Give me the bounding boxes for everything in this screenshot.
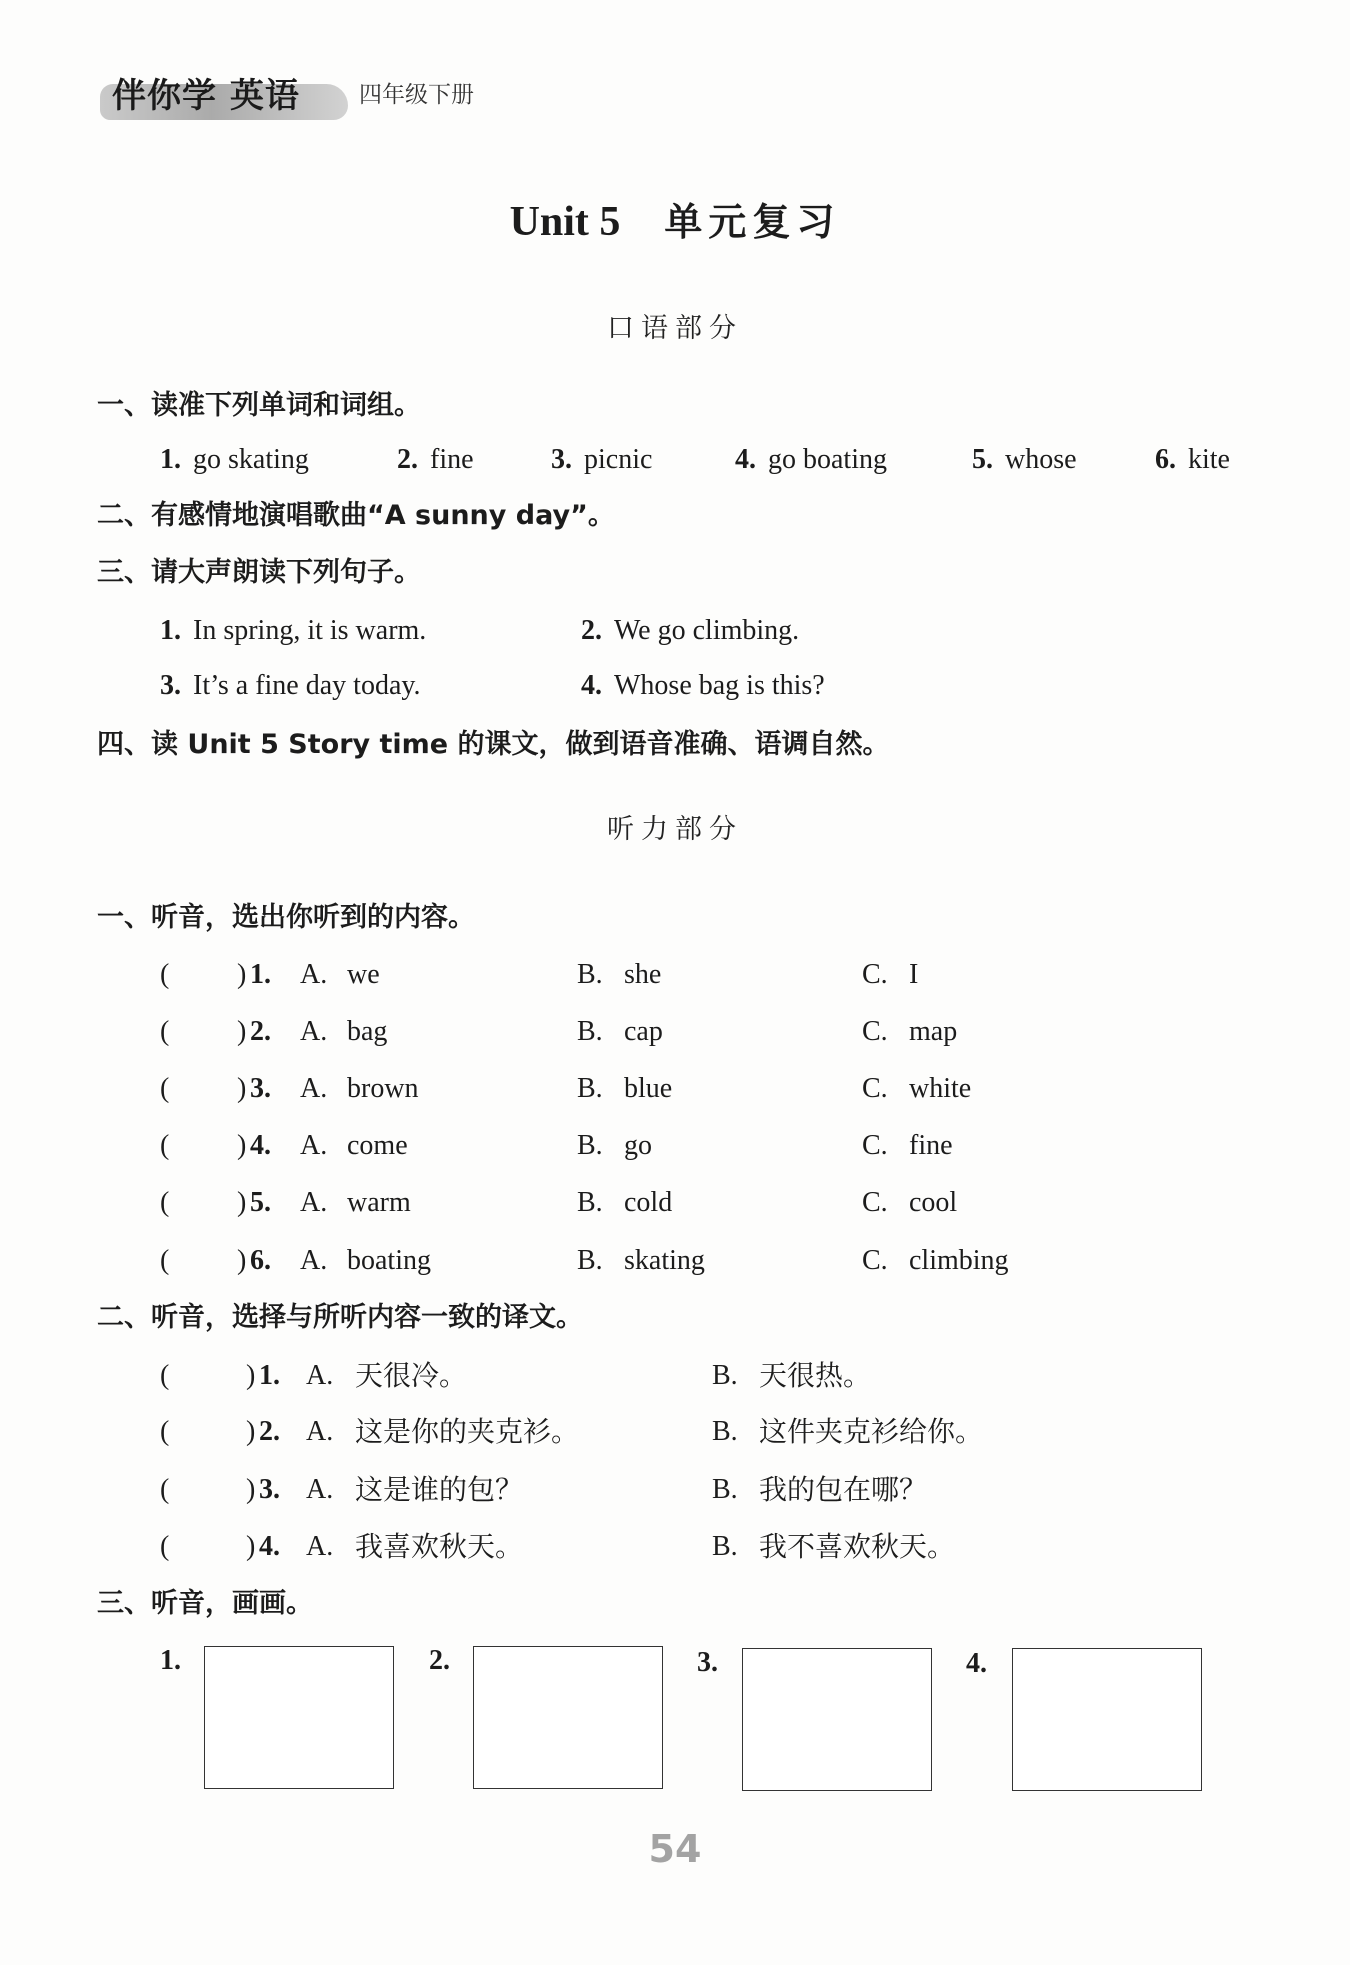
grade-label: 四年级下册: [359, 82, 474, 108]
answer-blank-open: (: [160, 1187, 170, 1218]
answer-blank-open: (: [160, 1245, 170, 1276]
sentence-item: [160, 669, 421, 703]
option-a-text: warm: [347, 1187, 411, 1218]
word-item: [735, 443, 887, 477]
question-number: 6.: [250, 1245, 271, 1276]
question-number: 1.: [250, 959, 271, 990]
option-b-text: 我的包在哪？: [759, 1473, 928, 1506]
page-title: [0, 198, 1350, 255]
question-number: 4.: [250, 1130, 271, 1161]
drawing-box: [473, 1646, 663, 1789]
translation-row: [0, 1359, 1350, 1393]
answer-blank-close: ): [246, 1531, 256, 1562]
word-item-text: go boating: [768, 444, 887, 475]
word-item: [1155, 443, 1230, 477]
answer-blank-close: ): [237, 1187, 247, 1218]
answer-blank-open: (: [160, 1416, 170, 1447]
page-number: 54: [648, 1827, 702, 1871]
option-b-label: B.: [577, 959, 603, 990]
option-b-label: B.: [577, 1073, 603, 1104]
option-a-text: 这是谁的包？: [355, 1473, 524, 1506]
word-item-text: fine: [430, 444, 474, 475]
option-a-text: come: [347, 1130, 408, 1161]
option-b-label: B.: [712, 1531, 738, 1562]
drawing-box: [742, 1648, 932, 1791]
sentence-item: [160, 614, 426, 648]
option-a-label: A.: [300, 1245, 328, 1276]
listening-section-title: 听力部分: [607, 814, 743, 845]
choice-row: [0, 1015, 1350, 1049]
drawing-box-label: 1.: [160, 1645, 181, 1676]
answer-blank-close: ): [246, 1416, 256, 1447]
sentence-item: [581, 669, 825, 703]
answer-blank-close: ): [237, 959, 247, 990]
choice-row: [0, 1129, 1350, 1163]
choice-row: [0, 1072, 1350, 1106]
listening-q1-heading: 一、听音，选出你听到的内容。: [97, 902, 475, 933]
oral-section-title: 口语部分: [607, 313, 743, 344]
answer-blank-open: (: [160, 959, 170, 990]
word-item-number: 4.: [735, 444, 756, 475]
translation-row: [0, 1473, 1350, 1507]
sentence-text: It’s a fine day today.: [193, 670, 421, 701]
word-item-number: 3.: [551, 444, 572, 475]
option-a-label: A.: [300, 1130, 328, 1161]
oral-q3-heading: 三、请大声朗读下列句子。: [97, 557, 421, 588]
option-a-text: 天很冷。: [355, 1359, 468, 1392]
option-b-label: B.: [577, 1187, 603, 1218]
word-item-text: whose: [1005, 444, 1077, 475]
option-b-text: 我不喜欢秋天。: [759, 1530, 956, 1563]
option-a-text: brown: [347, 1073, 419, 1104]
answer-blank-open: (: [160, 1474, 170, 1505]
word-item-number: 5.: [972, 444, 993, 475]
word-item-text: go skating: [193, 444, 309, 475]
answer-blank-open: (: [160, 1016, 170, 1047]
word-item-number: 6.: [1155, 444, 1176, 475]
sentence-item: [581, 614, 799, 648]
option-a-label: A.: [300, 1016, 328, 1047]
option-a-text: 这是你的夹克衫。: [355, 1415, 580, 1448]
option-b-label: B.: [712, 1474, 738, 1505]
answer-blank-close: ): [237, 1016, 247, 1047]
option-b-text: cold: [624, 1187, 673, 1218]
question-number: 4.: [259, 1531, 280, 1562]
listening-q3-heading: 三、听音，画画。: [97, 1588, 313, 1619]
choice-row: [0, 1186, 1350, 1220]
option-c-text: white: [909, 1073, 972, 1104]
choice-row: [0, 958, 1350, 992]
listening-q2-heading: 二、听音，选择与所听内容一致的译文。: [97, 1302, 583, 1333]
sentence-number: 2.: [581, 615, 602, 646]
word-item: [397, 443, 474, 477]
question-number: 3.: [250, 1073, 271, 1104]
option-a-label: A.: [300, 959, 328, 990]
sentence-text: We go climbing.: [614, 615, 800, 646]
option-a-label: A.: [306, 1474, 334, 1505]
answer-blank-close: ): [237, 1245, 247, 1276]
translation-row: [0, 1530, 1350, 1564]
brand-title: 伴你学 英语: [112, 76, 300, 116]
option-b-label: B.: [712, 1360, 738, 1391]
option-c-label: C.: [862, 1130, 888, 1161]
option-a-text: boating: [347, 1245, 431, 1276]
oral-q4-heading: 四、读 Unit 5 Story time 的课文，做到语音准确、语调自然。: [97, 729, 890, 760]
option-a-text: 我喜欢秋天。: [355, 1530, 524, 1563]
option-c-text: map: [909, 1016, 958, 1047]
option-c-label: C.: [862, 1016, 888, 1047]
option-c-label: C.: [862, 1073, 888, 1104]
unit-name: 单元复习: [664, 200, 841, 244]
sentence-number: 3.: [160, 670, 181, 701]
option-c-text: cool: [909, 1187, 958, 1218]
question-number: 3.: [259, 1474, 280, 1505]
word-item-number: 2.: [397, 444, 418, 475]
option-b-text: she: [624, 959, 662, 990]
answer-blank-close: ): [246, 1360, 256, 1391]
option-a-label: A.: [306, 1360, 334, 1391]
drawing-box-label: 3.: [697, 1647, 718, 1678]
word-item: [160, 443, 309, 477]
option-a-label: A.: [306, 1531, 334, 1562]
answer-blank-open: (: [160, 1073, 170, 1104]
option-b-text: go: [624, 1130, 652, 1161]
option-b-label: B.: [577, 1245, 603, 1276]
sentence-text: Whose bag is this?: [614, 670, 825, 701]
option-b-text: blue: [624, 1073, 673, 1104]
word-item-text: kite: [1188, 444, 1230, 475]
sentence-number: 4.: [581, 670, 602, 701]
answer-blank-close: ): [237, 1130, 247, 1161]
unit-label: Unit 5: [509, 199, 621, 245]
answer-blank-close: ): [246, 1474, 256, 1505]
option-a-label: A.: [300, 1073, 328, 1104]
answer-blank-open: (: [160, 1130, 170, 1161]
question-number: 2.: [259, 1416, 280, 1447]
oral-q2-heading: 二、有感情地演唱歌曲“A sunny day”。: [97, 500, 615, 531]
oral-q1-heading: 一、读准下列单词和词组。: [97, 390, 421, 421]
sentence-number: 1.: [160, 615, 181, 646]
option-c-label: C.: [862, 1245, 888, 1276]
question-number: 5.: [250, 1187, 271, 1218]
option-a-label: A.: [306, 1416, 334, 1447]
word-item-number: 1.: [160, 444, 181, 475]
word-item: [972, 443, 1077, 477]
option-b-label: B.: [577, 1016, 603, 1047]
option-a-text: bag: [347, 1016, 388, 1047]
option-b-text: cap: [624, 1016, 663, 1047]
drawing-box-label: 4.: [966, 1648, 987, 1679]
choice-row: [0, 1244, 1350, 1278]
option-a-label: A.: [300, 1187, 328, 1218]
answer-blank-open: (: [160, 1360, 170, 1391]
option-b-text: skating: [624, 1245, 705, 1276]
option-b-label: B.: [577, 1130, 603, 1161]
sentence-text: In spring, it is warm.: [193, 615, 427, 646]
question-number: 1.: [259, 1360, 280, 1391]
option-c-text: fine: [909, 1130, 953, 1161]
option-c-label: C.: [862, 959, 888, 990]
option-b-label: B.: [712, 1416, 738, 1447]
option-c-label: C.: [862, 1187, 888, 1218]
drawing-box-label: 2.: [429, 1645, 450, 1676]
translation-row: [0, 1415, 1350, 1449]
word-item-text: picnic: [584, 444, 653, 475]
option-b-text: 天很热。: [759, 1359, 872, 1392]
option-c-text: climbing: [909, 1245, 1009, 1276]
word-item: [551, 443, 652, 477]
option-b-text: 这件夹克衫给你。: [759, 1415, 984, 1448]
option-c-text: I: [909, 959, 919, 990]
question-number: 2.: [250, 1016, 271, 1047]
option-a-text: we: [347, 959, 380, 990]
answer-blank-open: (: [160, 1531, 170, 1562]
drawing-box: [1012, 1648, 1202, 1791]
answer-blank-close: ): [237, 1073, 247, 1104]
drawing-box: [204, 1646, 394, 1789]
